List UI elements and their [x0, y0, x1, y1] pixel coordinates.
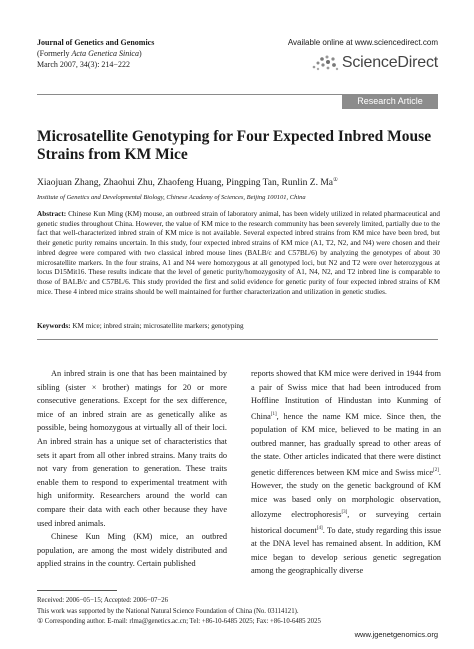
sciencedirect-logo[interactable] — [248, 54, 438, 72]
footnotes — [37, 596, 447, 628]
footnote-divider — [37, 590, 117, 591]
body-paragraph: An inbred strain is one that has been maintained by sibling (sister × brother) matings for 20 or more consecutive generations. Except for the sex difference, mice of an inbred strain are as genetically alike as possible, being homozygous at virtually all of their loci. An inbred strain has a unique set of characteristics that sets it apart from all other inbred strains. Many traits do not vary from generation to generation. These traits enable them to respond to experimental treatment with high uniformity. Researchers around the world can compare their data with each other because they have used inbred animals. — [37, 369, 227, 528]
body-paragraph: reports showed that KM mice were derived in 1944 from a pair of Swiss mice that had been introduced from Hoffline Institution of Hindustan into Kunming of China[1], hence the name KM mice. Since then, the population of KM mice, believed to be mating in an outbred manner, has gradually spread to other areas of the state. Other articles indicated that there were distinct genetic differences between KM mice and Swiss mice[2]. However, the study on the genetic background of KM mice was based only on morphologic observation, allozyme electrophoresis[3], or surveying certain historical document[4]. To date, study regarding this issue at the DNA level has remained absent. In addition, KM mice began to develop serious genetic segregation among the geographically diverse — [251, 369, 441, 576]
abstract — [37, 210, 440, 297]
citation-ref-2[interactable]: [2] — [433, 467, 439, 473]
citation-ref-1[interactable]: [1] — [270, 411, 277, 417]
keywords-text: KM mice; inbred strain; microsatellite markers; genotyping — [72, 322, 244, 330]
affiliation: Institute of Genetics and Developmental Biology, Chinese Academy of Sciences, Beijing 100101, China — [37, 194, 306, 201]
abstract-label: Abstract: — [37, 210, 67, 218]
keywords — [37, 322, 440, 332]
body-paragraph: Chinese Kun Ming (KM) mice, an outbred population, are among the most widely distributed and applied strains in the country. Certain published — [37, 532, 227, 569]
abstract-divider — [37, 339, 438, 340]
journal-issue: March 2007, 34(3): 214−222 — [37, 60, 130, 69]
journal-name: Journal of Genetics and Genomics — [37, 38, 155, 47]
publisher-block — [248, 37, 438, 72]
available-online-text: Available online at www.sciencedirect.com — [287, 38, 438, 47]
sciencedirect-wordmark: ScienceDirect — [341, 54, 438, 71]
body-column-left — [37, 367, 227, 571]
body-column-right — [251, 367, 441, 578]
journal-formerly: (Formerly Acta Genetica Sinica) — [37, 49, 142, 58]
sciencedirect-dots-icon — [311, 54, 339, 72]
corresponding-author-note: ① Corresponding author. E-mail: rlma@genetics.ac.cn; Tel: +86-10-6485 2025; Fax: +86-10-6485 2025 — [37, 618, 321, 625]
journal-header — [37, 37, 257, 70]
funding-note: This work was supported by the National Natural Science Foundation of China (No. 03114121). — [37, 607, 299, 615]
citation-ref-4[interactable]: [4] — [316, 525, 323, 531]
received-dates: Received: 2006−05−15; Accepted: 2006−07−26 — [37, 597, 169, 604]
abstract-text: Chinese Kun Ming (KM) mouse, an outbreed strain of laboratory animal, has been widely utilized in related pharmaceutical and genetic studies throughout China. However, the value of KM mice to the research community has been severely limited, partially due to the fact that well-characterized inbred strain of KM mice is not available. Several expected inbred strains from KM mice have been bred, but their genetic purity remains uncertain. In this study, four expected inbred strains of KM mice (A1, T2, N2, and N4) were chosen and their inbred degree were compared with two classical inbred mouse lines (BALB/c and C57BL/6) by analyzing the genotypes of about 30 microsatellite markers. In the four strains, A1 and N4 were homozygous at all genotyped loci, but N2 and T2 were over heterozygous at locus D15Mit16. These results indicate that the level of genetic purity/homozygosity of A1, N4, N2, and T2 inbred line is comparable to those of BALB/c and C57BL/6. This study provided the first and solid evidence for genetic purity of four expected inbred strains of KM mice. These 4 inbred mice strains should be well maintained for further characterization and utilization in genetic studies. — [37, 210, 441, 296]
journal-website[interactable]: www.jgenetgenomics.org — [354, 630, 438, 639]
keywords-label: Keywords: — [37, 322, 71, 330]
article-type-badge: Research Article — [342, 94, 438, 109]
author-list: Xiaojuan Zhang, Zhaohui Zhu, Zhaofeng Huang, Pingping Tan, Runlin Z. Ma① — [37, 177, 338, 189]
citation-ref-3[interactable]: [3] — [341, 510, 348, 516]
corresponding-author-mark[interactable]: ① — [332, 177, 338, 183]
article-title: Microsatellite Genotyping for Four Expected Inbred Mouse Strains from KM Mice — [37, 128, 432, 163]
